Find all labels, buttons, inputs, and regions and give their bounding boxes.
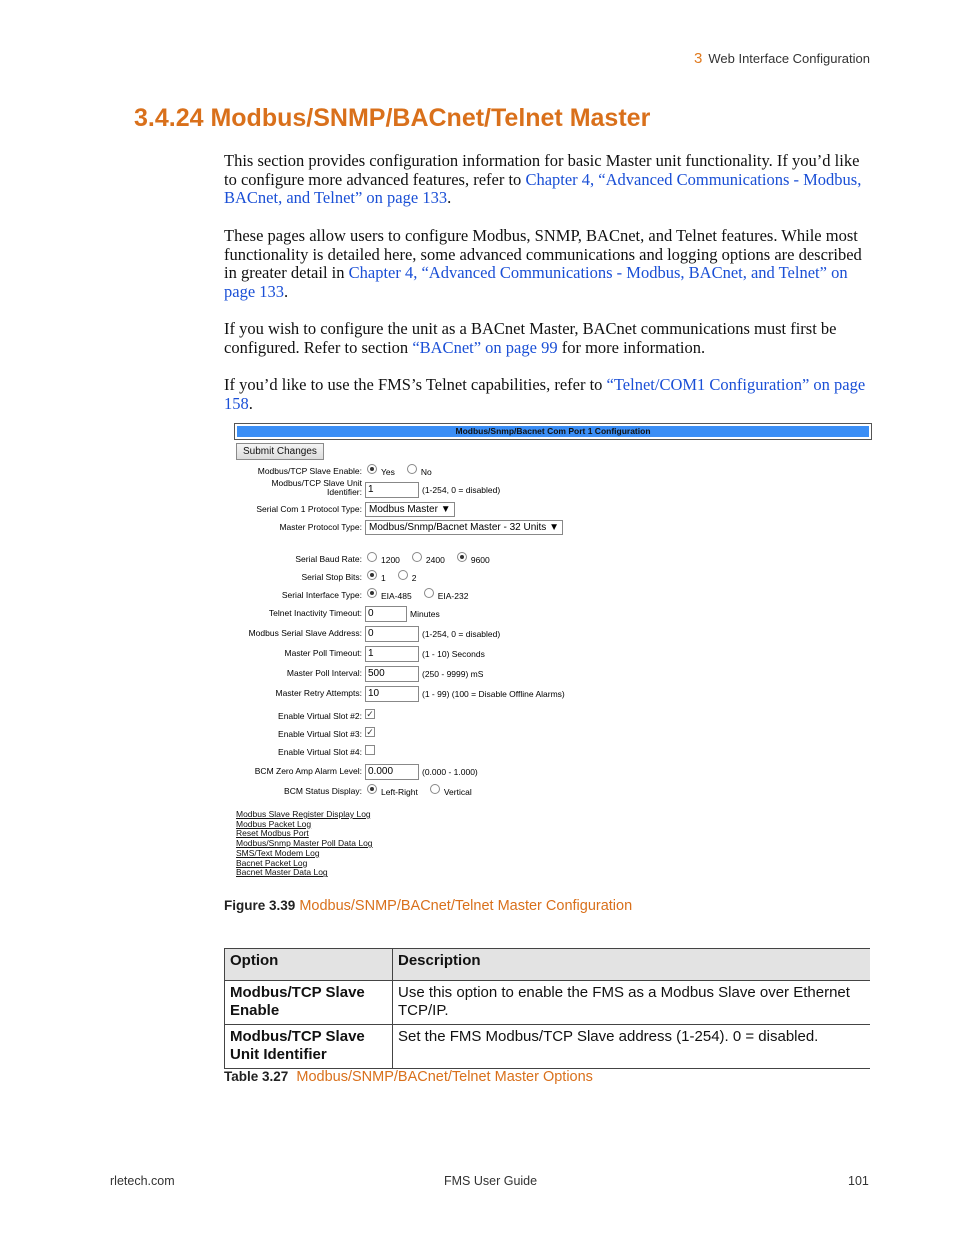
link-chapter-4[interactable]: Chapter 4, “Advanced Communications - Modbus, BACnet, and Telnet” on page 133: [224, 169, 862, 208]
chapter-title: Web Interface Configuration: [708, 51, 870, 66]
figure-title: Modbus/SNMP/BACnet/Telnet Master Configuration: [299, 898, 633, 914]
telnet-timeout-hint: Minutes: [410, 609, 440, 619]
bcm-zero-input[interactable]: 0.000: [365, 764, 419, 780]
column-header: Description: [393, 949, 871, 981]
poll-timeout-hint: (1 - 10) Seconds: [422, 649, 485, 659]
eia-232-radio[interactable]: [424, 588, 434, 598]
stop-bits-2-radio[interactable]: [398, 570, 408, 580]
baud-2400-radio[interactable]: [412, 552, 422, 562]
link-telnet-config[interactable]: “Telnet/COM1 Configuration” on page 158: [224, 375, 866, 413]
poll-interval-label: Master Poll Interval:: [286, 668, 362, 678]
link-sms-modem-log[interactable]: SMS/Text Modem Log: [236, 847, 320, 858]
description-cell: Set the FMS Modbus/TCP Slave address (1-254). 0 = disabled.: [393, 1025, 871, 1069]
bcm-vertical-radio[interactable]: [430, 784, 440, 794]
serial-slave-address-input[interactable]: 0: [365, 626, 419, 642]
figure-number: Figure 3.39: [224, 898, 296, 913]
row-slave-unit: [234, 478, 872, 499]
eia-485-radio[interactable]: [367, 588, 377, 598]
serial-protocol-label: Serial Com 1 Protocol Type:: [256, 504, 362, 514]
link-master-poll-data-log[interactable]: Modbus/Snmp Master Poll Data Log: [236, 838, 373, 849]
chapter-number: 3: [694, 50, 703, 67]
row-virtual-slot-4: [234, 744, 872, 762]
row-bcm-status: [234, 783, 872, 801]
bcm-zero-hint: (0.000 - 1.000): [422, 767, 478, 777]
virtual-slot-2-checkbox[interactable]: ✓: [366, 709, 374, 719]
row-interface-type: [234, 587, 872, 605]
poll-timeout-label: Master Poll Timeout:: [284, 648, 362, 658]
paragraph-text: .: [447, 188, 452, 208]
table-title: Modbus/SNMP/BACnet/Telnet Master Options: [296, 1069, 593, 1085]
paragraph-features: [224, 227, 870, 301]
link-modbus-packet-log[interactable]: Modbus Packet Log: [236, 818, 312, 829]
slave-unit-input[interactable]: 1: [365, 482, 419, 498]
table-header-row: [225, 949, 871, 981]
baud-1200-radio[interactable]: [367, 552, 377, 562]
paragraph-bacnet: [224, 320, 870, 357]
bcm-left-right-radio[interactable]: [367, 784, 377, 794]
paragraph-text: If you’d like to use the FMS’s Telnet capabilities, refer to: [224, 375, 607, 394]
telnet-timeout-label: Telnet Inactivity Timeout:: [268, 608, 362, 618]
slave-unit-hint: (1-254, 0 = disabled): [422, 485, 501, 495]
slave-unit-label: Modbus/TCP Slave Unit Identifier:: [271, 478, 362, 497]
paragraph-telnet: [224, 376, 870, 413]
radio-label: EIA-232: [437, 591, 469, 601]
running-header: [694, 50, 870, 67]
virtual-slot-4-label: Enable Virtual Slot #4:: [278, 747, 362, 757]
row-bcm-zero: [234, 763, 872, 781]
footer-guide: FMS User Guide: [444, 1174, 538, 1188]
master-protocol-select[interactable]: [365, 520, 563, 535]
option-cell: Modbus/TCP Slave Unit Identifier: [225, 1025, 393, 1069]
bcm-zero-label: BCM Zero Amp Alarm Level:: [254, 766, 362, 776]
radio-label: 1: [381, 573, 386, 583]
paragraph-text: This section provides configuration information for basic Master unit functionality. If you’d like to configure more advanced features, refer to: [224, 151, 860, 189]
retry-attempts-label: Master Retry Attempts:: [275, 688, 362, 698]
row-baud-rate: [234, 551, 872, 569]
paragraph-text: .: [284, 281, 289, 301]
paragraph-text: If you wish to configure the unit as a BACnet Master, BACnet communications must first be configured. Refer to section: [224, 319, 837, 357]
virtual-slot-3-checkbox[interactable]: ✓: [366, 727, 374, 737]
table-row: [225, 1025, 871, 1069]
paragraph-text: for more information.: [557, 337, 706, 357]
table-number: Table 3.27: [224, 1069, 289, 1084]
radio-label: 2400: [425, 555, 445, 565]
stop-bits-label: Serial Stop Bits:: [301, 572, 362, 582]
row-master-protocol: [234, 519, 872, 537]
radio-label: EIA-485: [381, 591, 412, 601]
row-poll-interval: [234, 665, 872, 683]
link-bacnet[interactable]: “BACnet” on page 99: [412, 337, 558, 357]
serial-protocol-select[interactable]: [365, 502, 455, 517]
row-virtual-slot-2: [234, 708, 872, 726]
row-serial-slave-address: [234, 625, 872, 643]
log-links: [236, 810, 373, 878]
radio-label: Left-Right: [381, 787, 418, 797]
select-value: Modbus/Snmp/Bacnet Master - 32 Units: [369, 522, 547, 533]
link-bacnet-packet-log[interactable]: Bacnet Packet Log: [236, 857, 308, 868]
retry-attempts-input[interactable]: 10: [365, 686, 419, 702]
dropdown-arrow-icon: ▼: [549, 522, 559, 533]
panel-title: Modbus/Snmp/Bacnet Com Port 1 Configuration: [237, 426, 869, 437]
retry-attempts-hint: (1 - 99) (100 = Disable Offline Alarms): [422, 689, 565, 699]
table-caption: [224, 1069, 593, 1085]
option-cell: Modbus/TCP Slave Enable: [225, 981, 393, 1025]
radio-label: 9600: [470, 555, 490, 565]
description-cell: Use this option to enable the FMS as a Modbus Slave over Ethernet TCP/IP.: [393, 981, 871, 1025]
virtual-slot-3-label: Enable Virtual Slot #3:: [278, 729, 362, 739]
row-telnet-timeout: [234, 605, 872, 623]
page-number: 101: [848, 1174, 869, 1188]
baud-rate-label: Serial Baud Rate:: [295, 554, 362, 564]
row-serial-protocol: [234, 501, 872, 519]
poll-timeout-input[interactable]: 1: [365, 646, 419, 662]
row-stop-bits: [234, 569, 872, 587]
row-virtual-slot-3: [234, 726, 872, 744]
panel-title-bar: [234, 423, 872, 440]
poll-interval-hint: (250 - 9999) mS: [422, 669, 484, 679]
figure-caption: [224, 898, 632, 914]
bcm-status-label: BCM Status Display:: [284, 786, 362, 796]
options-table: [224, 948, 870, 1069]
slave-enable-no-radio[interactable]: [407, 464, 417, 474]
slave-enable-yes-radio[interactable]: [367, 464, 377, 474]
row-poll-timeout: [234, 645, 872, 663]
radio-label: 1200: [381, 555, 400, 565]
link-chapter-4[interactable]: Chapter 4, “Advanced Communications - Modbus, BACnet, and Telnet” on page 133: [224, 263, 848, 301]
baud-9600-radio[interactable]: [457, 552, 467, 562]
table-row: [225, 981, 871, 1025]
column-header: Option: [225, 949, 393, 981]
serial-slave-address-label: Modbus Serial Slave Address:: [248, 628, 362, 638]
serial-slave-address-hint: (1-254, 0 = disabled): [422, 629, 501, 639]
link-reset-modbus-port[interactable]: Reset Modbus Port: [236, 828, 309, 839]
radio-label: 2: [411, 573, 417, 583]
dropdown-arrow-icon: ▼: [440, 504, 451, 515]
radio-label: Yes: [381, 467, 395, 477]
radio-label: Vertical: [443, 787, 472, 797]
link-bacnet-master-data-log[interactable]: Bacnet Master Data Log: [236, 867, 328, 878]
virtual-slot-2-label: Enable Virtual Slot #2:: [278, 711, 362, 721]
poll-interval-input[interactable]: 500: [365, 666, 419, 682]
paragraph-text: These pages allow users to configure Modbus, SNMP, BACnet, and Telnet features. While most functionality is detailed here, some advanced communications and logging options are described in greater detail in: [224, 226, 862, 283]
link-modbus-slave-register-log[interactable]: Modbus Slave Register Display Log: [236, 809, 371, 819]
config-screenshot: [234, 423, 872, 883]
submit-changes-button[interactable]: Submit Changes: [236, 443, 324, 460]
select-value: Modbus Master: [369, 504, 438, 515]
master-protocol-label: Master Protocol Type:: [279, 522, 362, 532]
radio-label: No: [420, 467, 432, 477]
paragraph-text: .: [248, 393, 253, 413]
section-title: 3.4.24 Modbus/SNMP/BACnet/Telnet Master: [134, 104, 651, 132]
virtual-slot-4-checkbox[interactable]: [365, 745, 375, 755]
telnet-timeout-input[interactable]: 0: [365, 606, 407, 622]
stop-bits-1-radio[interactable]: [367, 570, 377, 580]
footer-site: rletech.com: [110, 1174, 175, 1188]
row-retry-attempts: [234, 685, 872, 703]
paragraph-intro: [224, 152, 870, 208]
interface-type-label: Serial Interface Type:: [281, 590, 362, 600]
slave-enable-label: Modbus/TCP Slave Enable:: [257, 466, 362, 476]
